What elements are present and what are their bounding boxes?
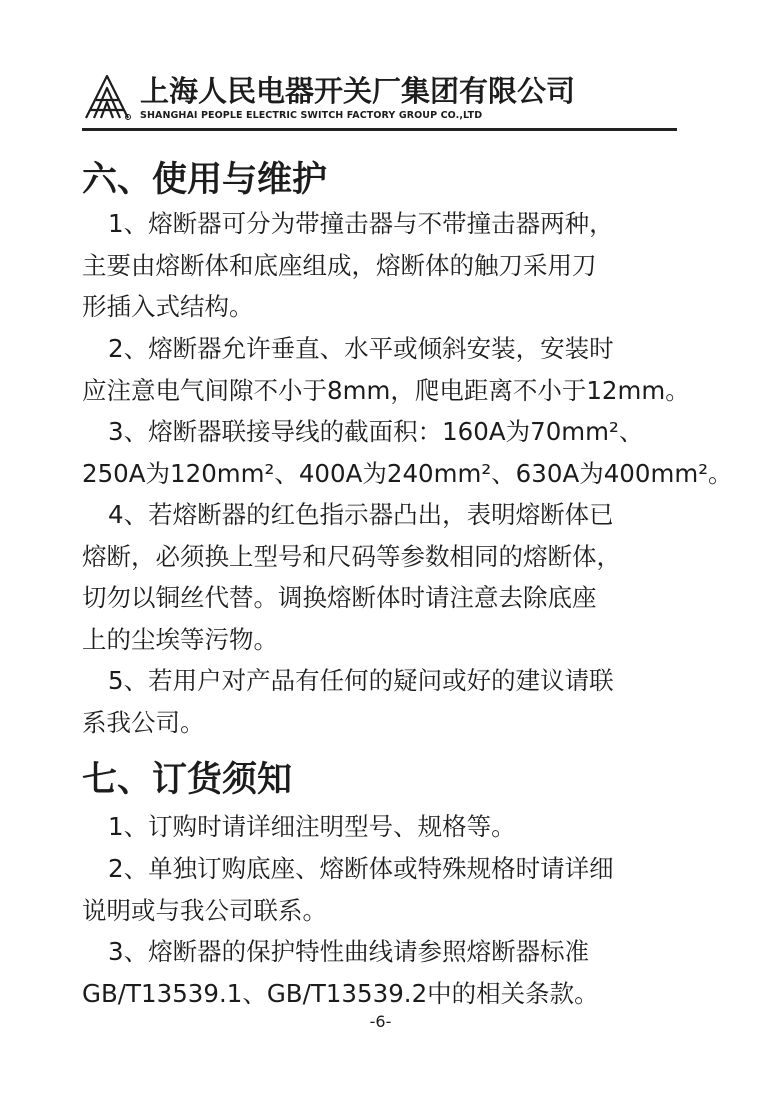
section-6-item-2 [82,328,690,411]
text-line: 主要由熔断体和底座组成，熔断体的触刀采用刀 [82,250,597,280]
section-6-title: 六、使用与维护 [82,160,328,200]
text-line: 切勿以铜丝代替。调换熔断体时请注意去除底座 [82,583,597,612]
text-line: 3、熔断器的保护特性曲线请参照熔断器标准 [108,937,590,966]
section-6-item-4 [82,494,682,660]
text-line: 250A为120mm²、400A为240mm²、630A为400mm²。 [82,458,733,488]
text-line: 上的尘埃等污物。 [82,624,278,654]
text-line: 5、若用户对产品有任何的疑问或好的建议请联 [108,666,614,695]
header-divider [82,128,677,131]
section-6-item-3 [82,411,733,494]
section-7-item-1 [82,806,682,848]
text-line: 3、熔断器联接导线的截面积：160A为70mm²、 [108,417,644,446]
section-6-item-5 [82,660,682,743]
section-6-item-1 [82,203,682,328]
text-line: 应注意电气间隙不小于8mm，爬电距离不小于12mm。 [82,375,690,405]
company-name-cn: 上海人民电器开关厂集团有限公司 [140,74,576,108]
text-line: 4、若熔断器的红色指示器凸出，表明熔断体已 [108,500,614,529]
section-7-title: 七、订货须知 [82,760,293,800]
text-line: 形插入式结构。 [82,292,254,321]
page-number: -6- [369,1012,392,1031]
company-name-en: SHANGHAI PEOPLE ELECTRIC SWITCH FACTORY GROUP CO.,LTD [140,110,483,121]
text-line: GB/T13539.1、GB/T13539.2中的相关条款。 [82,978,599,1008]
text-line: 1、熔断器可分为带撞击器与不带撞击器两种， [108,209,614,238]
company-logo-icon [82,72,132,122]
text-line: 2、熔断器允许垂直、水平或倾斜安装，安装时 [108,334,614,363]
text-line: 2、单独订购底座、熔断体或特殊规格时请详细 [108,854,614,883]
text-line: 系我公司。 [82,707,205,737]
text-line: 说明或与我公司联系。 [82,895,327,925]
page-header [82,66,677,130]
section-7-item-3 [82,931,682,1014]
text-line: 熔断，必须换上型号和尺码等参数相同的熔断体， [82,541,621,571]
section-7-item-2 [82,848,682,931]
text-line: 1、订购时请详细注明型号、规格等。 [108,812,516,841]
